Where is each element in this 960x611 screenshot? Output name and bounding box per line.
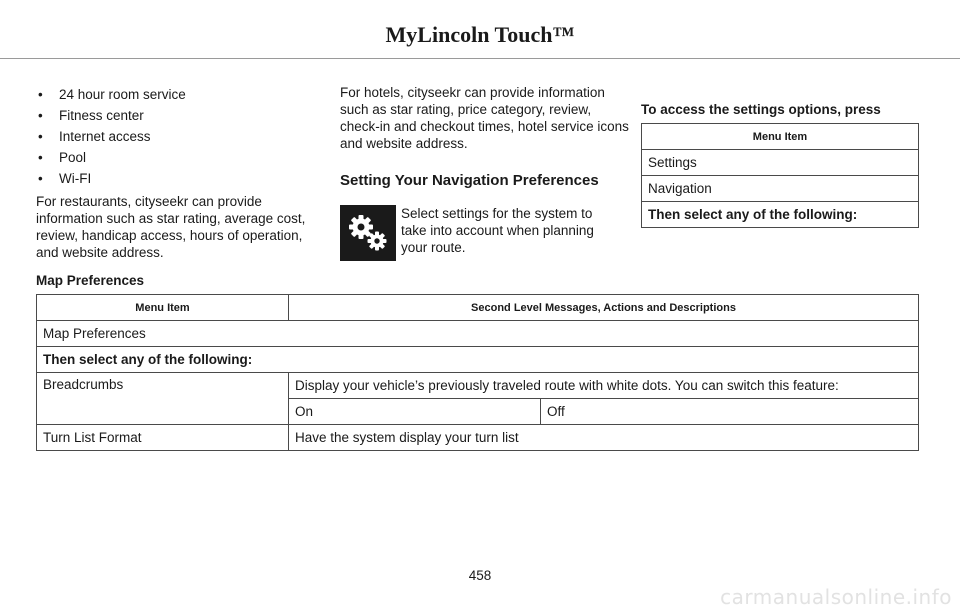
settings-description: Select settings for the system to take into account when planning your route. <box>401 206 594 255</box>
turn-list-description: Have the system display your turn list <box>289 425 919 451</box>
list-item: • Internet access <box>38 129 151 144</box>
option-off: Off <box>541 399 919 425</box>
table-row: Map Preferences <box>37 321 919 347</box>
breadcrumbs-label: Breadcrumbs <box>37 373 289 425</box>
settings-instruction <box>340 205 630 265</box>
watermark: carmanualsonline.info <box>720 585 952 609</box>
table-header: Menu Item <box>37 295 289 321</box>
settings-gears-icon <box>340 205 396 261</box>
table-header: Second Level Messages, Actions and Descriptions <box>289 295 919 321</box>
bullet-icon: • <box>38 129 43 144</box>
bullet-icon: • <box>38 171 43 186</box>
table-row: Then select any of the following: <box>37 347 919 373</box>
column-left <box>36 86 326 261</box>
page-title: MyLincoln Touch™ <box>385 22 575 47</box>
table-row: Settings <box>642 150 919 176</box>
hotels-paragraph: For hotels, cityseekr can provide information such as star rating, price category, review, check-in and checkout times, hotel service icons and website address. <box>340 85 629 151</box>
list-item: • Pool <box>38 150 87 165</box>
bullet-icon: • <box>38 108 43 123</box>
table-row: Navigation <box>642 176 919 202</box>
table-row: Then select any of the following: <box>642 202 919 228</box>
amenities-list <box>36 86 326 187</box>
breadcrumbs-description: Display your vehicle’s previously traveled route with white dots. You can switch this feature: <box>289 373 919 399</box>
option-on: On <box>289 399 541 425</box>
section-heading: Setting Your Navigation Preferences <box>340 172 599 189</box>
map-preferences-title: Map Preferences <box>36 273 145 288</box>
bullet-icon: • <box>38 150 43 165</box>
turn-list-label: Turn List Format <box>37 425 289 451</box>
settings-lead: To access the settings options, press <box>641 102 881 117</box>
page-number: 458 <box>468 568 492 583</box>
map-preferences-table <box>36 294 919 451</box>
list-item: • 24 hour room service <box>38 87 186 102</box>
list-item: • Wi-FI <box>38 171 92 186</box>
settings-menu-table <box>641 123 919 228</box>
table-header: Menu Item <box>642 124 919 150</box>
column-right <box>641 101 919 222</box>
table-row <box>37 373 919 399</box>
header-divider <box>0 58 960 59</box>
table-header-row <box>37 295 919 321</box>
column-middle <box>340 84 630 265</box>
table-row <box>37 425 919 451</box>
restaurants-paragraph: For restaurants, cityseekr can provide information such as star rating, average cost, review, handicap access, hours of operation, and website address. <box>36 194 306 260</box>
bullet-icon: • <box>38 87 43 102</box>
list-item: • Fitness center <box>38 108 144 123</box>
